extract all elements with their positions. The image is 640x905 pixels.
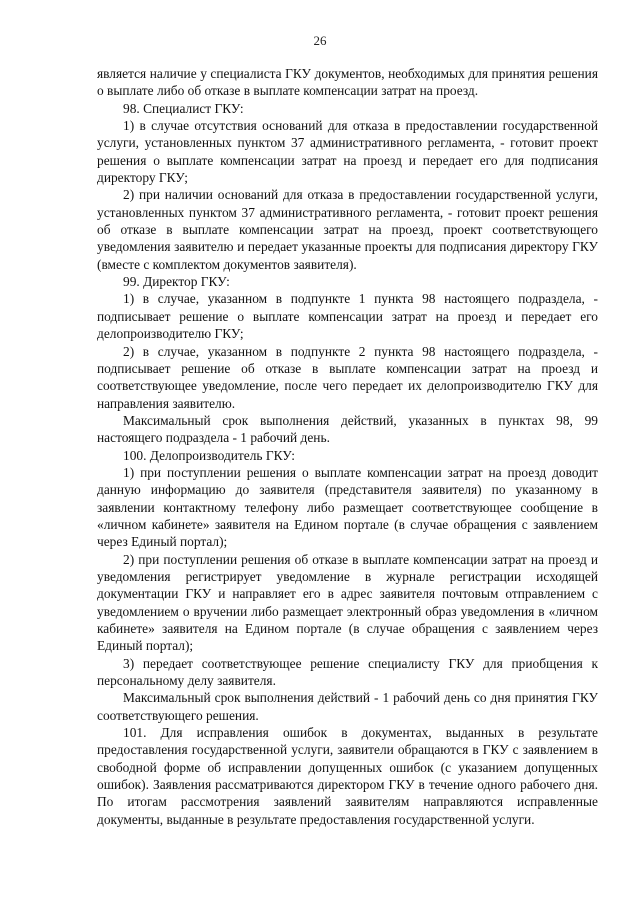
paragraph-100-item-3: 3) передает соответствующее решение специалисту ГКУ для приобщения к персональному делу заявителя. (97, 655, 598, 689)
page-number: 26 (313, 33, 327, 48)
paragraph-99-item-1: 1) в случае, указанном в подпункте 1 пункта 98 настоящего подраздела, - подписывает решение о выплате компенсации затрат на проезд и передает его делопроизводителю ГКУ; (97, 291, 598, 342)
paragraph-100-item-2: 2) при поступлении решения об отказе в выплате компенсации затрат на проезд и уведомления регистрирует уведомление в журнале регистрации исходящей документации ГКУ и направляет его в адрес заявителя почтовым отправлением с уведомлением о вручении либо размещает электронный образ уведомления в «личном кабинете» заявителя на Едином портале (в случае обращения с заявлением через Единый портал); (97, 551, 598, 654)
paragraph-98-heading: 98. Специалист ГКУ: (123, 100, 244, 116)
paragraph-99-deadline: Максимальный срок выполнения действий, указанных в пунктах 98, 99 настоящего подраздела - 1 рабочий день. (97, 412, 598, 446)
paragraph-continuation: является наличие у специалиста ГКУ документов, необходимых для принятия решения о выплате либо об отказе в выплате компенсации затрат на проезд. (97, 66, 598, 99)
paragraph-98-item-1: 1) в случае отсутствия оснований для отказа в предоставлении государственной услуги, установленных пунктом 37 административного регламента, - готовит проект решения о выплате компенсации затрат на проезд и передает его для подписания директору ГКУ; (97, 118, 598, 186)
paragraph-100-item-1: 1) при поступлении решения о выплате компенсации затрат на проезд доводит данную информацию до заявителя (представителя заявителя) по указанному в заявлении контактному телефону либо размещает соответствующее сообщение в «личном кабинете» заявителя на Едином портале (в случае обращения с заявлением через Единый портал); (97, 464, 598, 550)
paragraph-101: 101. Для исправления ошибок в документах, выданных в результате предоставления государственной услуги, заявители обращаются в ГКУ с заявлением в свободной форме об исправлении допущенных ошибок (с указанием допущенных ошибок). Заявления рассматриваются директором ГКУ в течение одного рабочего дня. По итогам рассмотрения заявлений заявителям направляются исправленные документы, выданные в результате предоставления государственной услуги. (97, 725, 598, 827)
paragraph-99-item-2: 2) в случае, указанном в подпункте 2 пункта 98 настоящего подраздела, - подписывает решение об отказе в выплате компенсации затрат на проезд и соответствующее уведомление, после чего передает их делопроизводителю ГКУ для направления заявителю. (97, 343, 598, 411)
paragraph-99-heading: 99. Директор ГКУ: (123, 274, 230, 290)
paragraph-100-deadline: Максимальный срок выполнения действий - 1 рабочий день со дня принятия ГКУ соответствующего решения. (97, 690, 598, 723)
paragraph-100-heading: 100. Делопроизводитель ГКУ: (123, 447, 295, 463)
paragraph-98-item-2: 2) при наличии оснований для отказа в предоставлении государственной услуги, установленных пунктом 37 административного регламента, - готовит проект решения об отказе в выплате компенсации затрат на проезд, проект соответствующего уведомления заявителю и передает указанные проекты для подписания директору ГКУ (вместе с комплектом документов заявителя). (97, 187, 598, 272)
document-body (97, 65, 598, 828)
